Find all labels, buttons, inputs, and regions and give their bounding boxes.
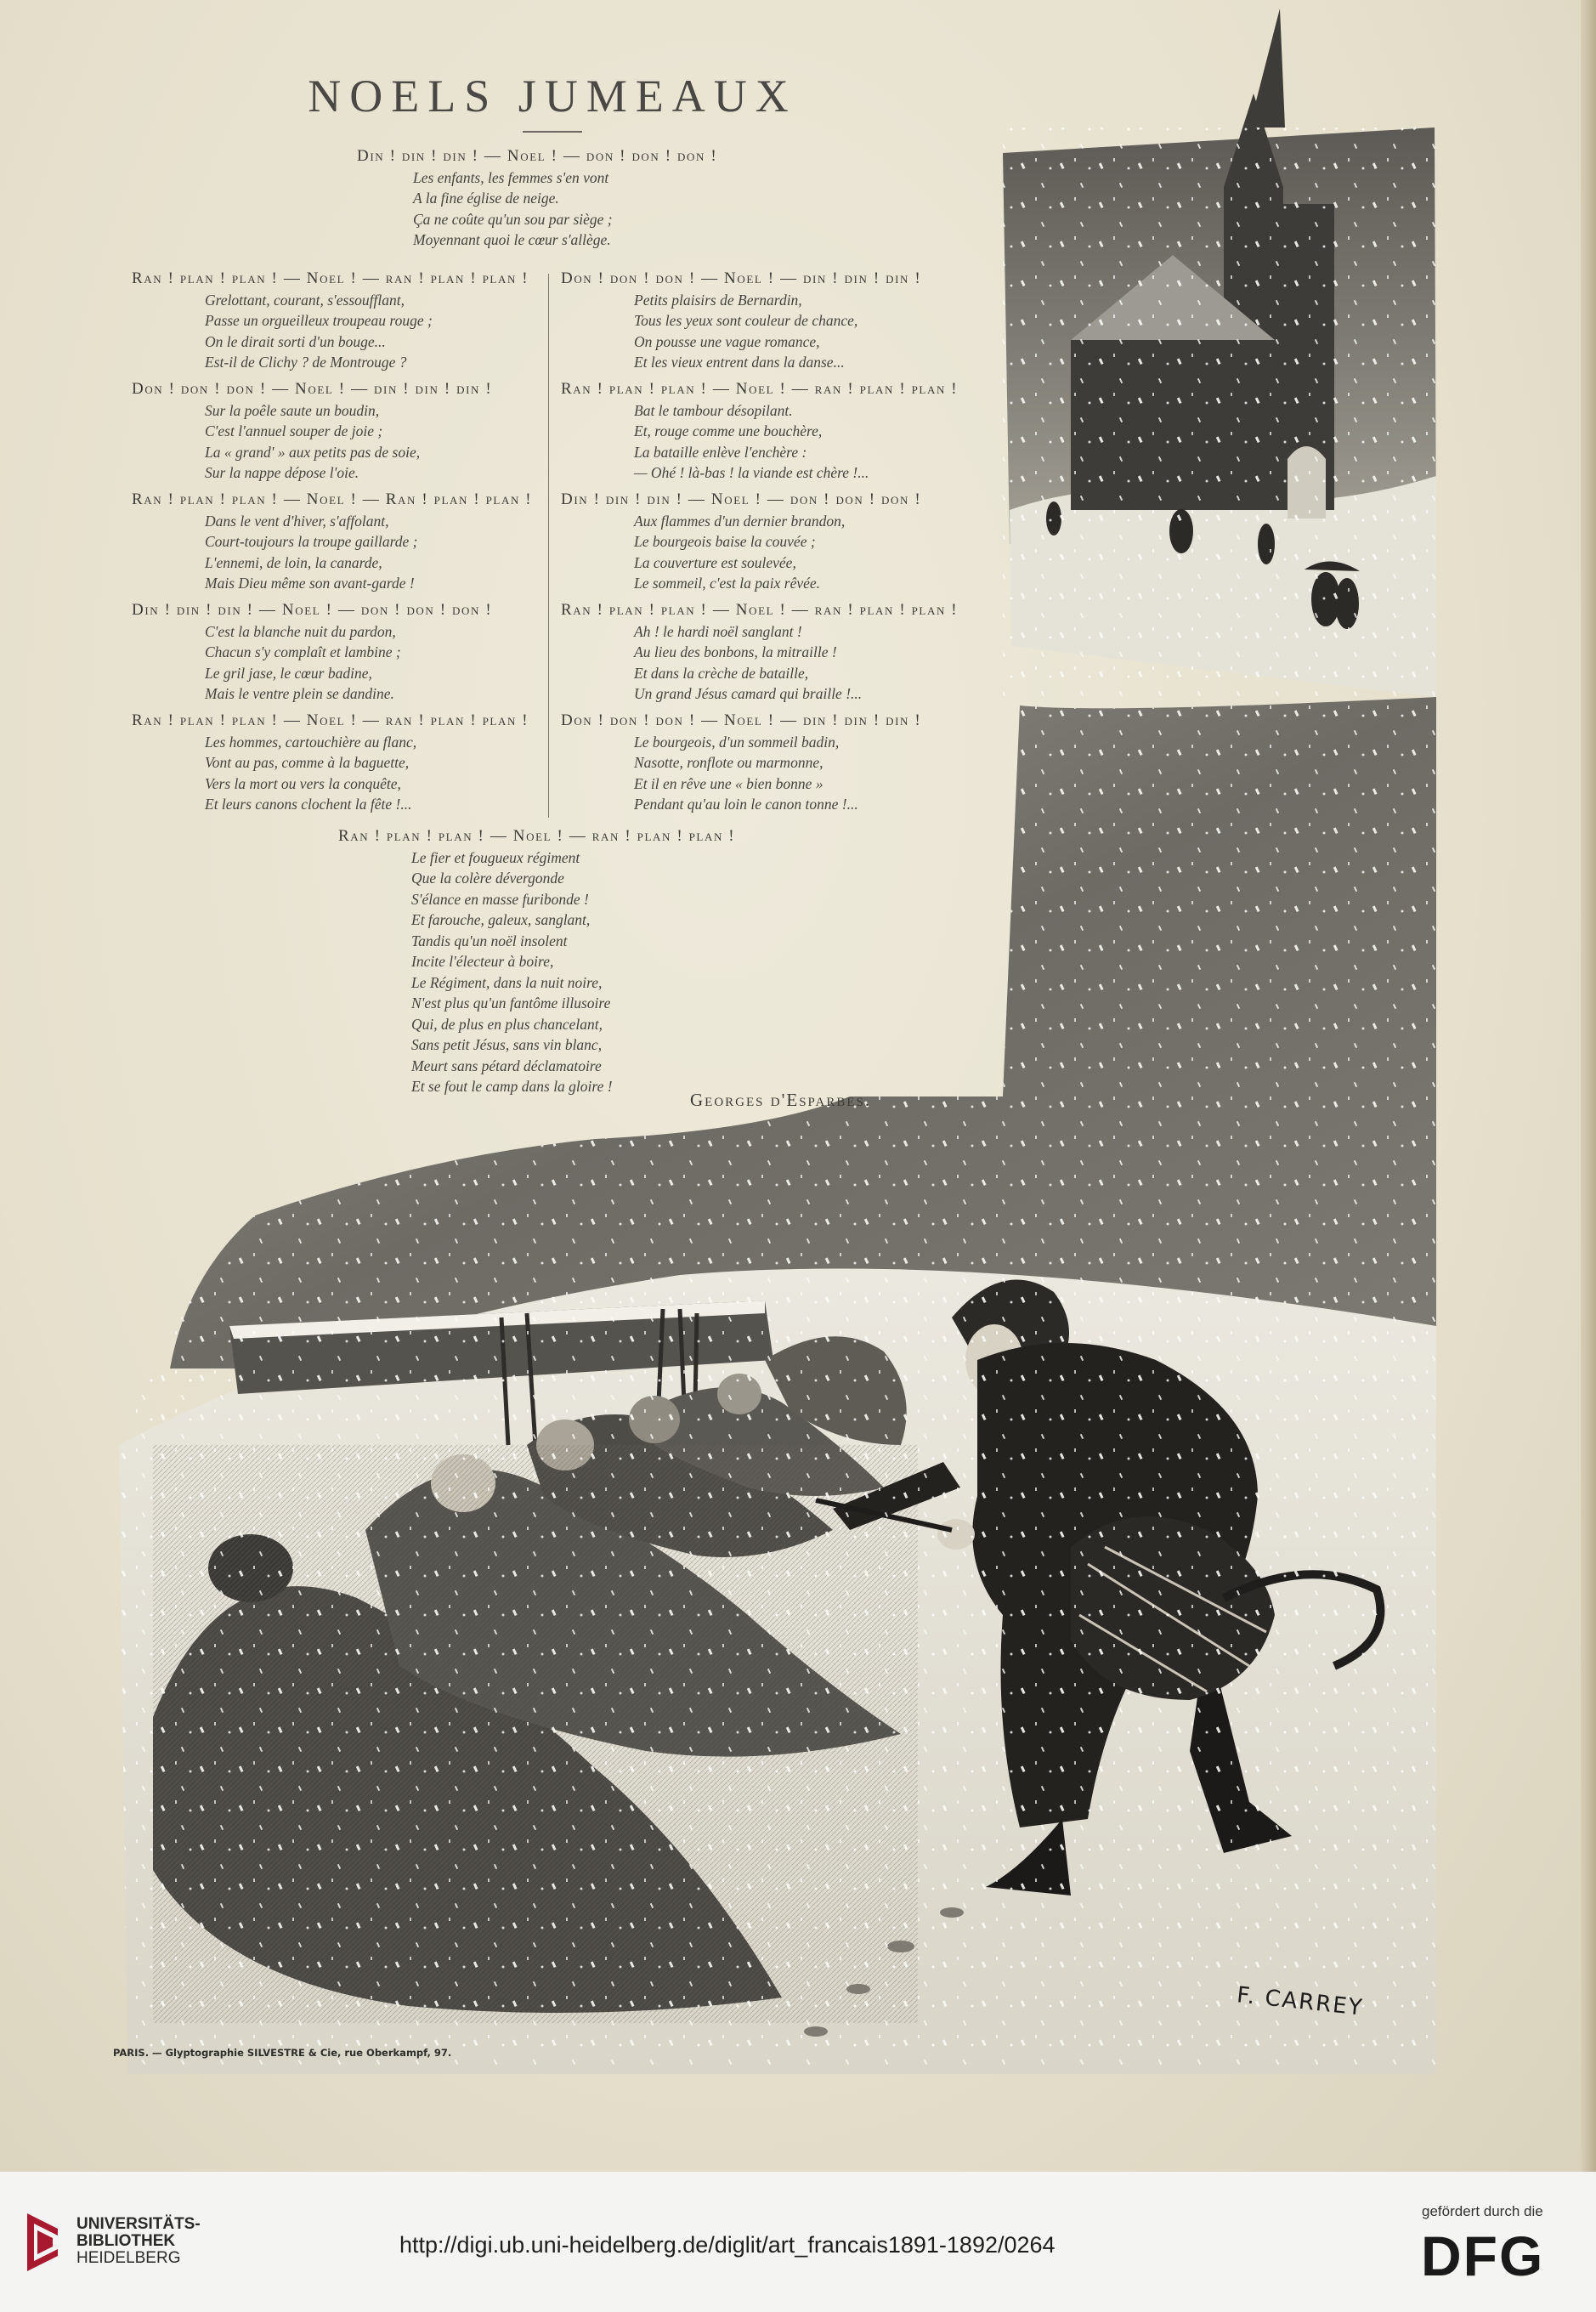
poem-line: Incite l'électeur à boire, — [411, 953, 554, 970]
poem-line: Grelottant, courant, s'essoufflant, — [205, 291, 405, 309]
library-name-line: UNIVERSITÄTS- — [76, 2215, 201, 2233]
poem-line: Que la colère dévergonde — [411, 870, 564, 887]
poem-line: Ah ! le hardi noël sanglant ! — [634, 622, 802, 640]
stanza-refrain: Ran ! plan ! plan ! — Noel ! — ran ! plan ! plan ! — [132, 711, 529, 729]
stanza-refrain: Din ! din ! din ! — Noel ! — don ! don ! don ! — [132, 601, 493, 619]
poem-line: N'est plus qu'un fantôme illusoire — [411, 994, 611, 1012]
library-name — [76, 2216, 201, 2267]
stanza-refrain: Din ! din ! din ! — Noel ! — don ! don ! don ! — [561, 490, 922, 508]
poem-line: Sur la poêle saute un boudin, — [205, 401, 380, 419]
poem-line: Un grand Jésus camard qui braille !... — [634, 685, 863, 702]
poem-line: On le dirait sorti d'un bouge... — [205, 332, 386, 350]
church-scene — [1003, 8, 1436, 697]
poem-line: La « grand' » aux petits pas de soie, — [205, 443, 421, 461]
battle-scene — [119, 697, 1436, 2074]
poem-line: C'est la blanche nuit du pardon, — [205, 622, 396, 640]
poem-line: C'est l'annuel souper de joie ; — [205, 422, 383, 439]
stanza-refrain: Ran ! plan ! plan ! — Noel ! — ran ! plan ! plan ! — [561, 380, 959, 398]
poem-line: S'élance en masse furibonde ! — [411, 890, 589, 908]
poem-line: Et se fout le camp dans la gloire ! — [411, 1078, 613, 1095]
university-library-logo-icon — [19, 2210, 63, 2275]
stanza-4 — [132, 379, 492, 484]
poem-line: Et dans la crèche de bataille, — [634, 664, 809, 682]
poem-line: Et, rouge comme une bouchère, — [634, 422, 823, 439]
stanza-5 — [561, 379, 958, 484]
stanza-1 — [357, 146, 717, 251]
stanza-refrain: Don ! don ! don ! — Noel ! — din ! din ! din ! — [132, 380, 493, 398]
stanza-11 — [561, 711, 921, 815]
poem-line: Pendant qu'au loin le canon tonne !... — [634, 796, 858, 813]
stanza-10 — [132, 711, 529, 815]
poem-line: La couverture est soulevée, — [634, 553, 796, 571]
poem-title: NOELS JUMEAUX — [308, 71, 797, 122]
library-name-line: HEIDELBERG — [76, 2249, 181, 2267]
poem-line: Sans petit Jésus, sans vin blanc, — [411, 1036, 603, 1053]
stanza-refrain: Don ! don ! don ! — Noel ! — din ! din ! din ! — [561, 269, 922, 287]
stanza-refrain: Ran ! plan ! plan ! — Noel ! — ran ! plan ! plan ! — [338, 827, 736, 845]
poem-line: Et il en rêve une « bien bonne » — [634, 774, 823, 792]
poem-line: Nasotte, ronflote ou marmonne, — [634, 754, 823, 771]
poem-line: Chacun s'y complaît et lambine ; — [205, 643, 401, 660]
poem-line: Sur la nappe dépose l'oie. — [205, 464, 359, 481]
poem-line: Le Régiment, dans la nuit noire, — [411, 973, 603, 991]
library-name-line: BIBLIOTHEK — [76, 2232, 176, 2250]
printer-imprint: PARIS. — Glyptographie SILVESTRE & Cie, rue Oberkampf, 97. — [113, 2047, 452, 2059]
poem-line: Et farouche, galeux, sanglant, — [411, 911, 591, 928]
poem-line: Vers la mort ou vers la conquête, — [205, 774, 401, 792]
poem-line: Et leurs canons clochent la fête !... — [205, 796, 412, 813]
poem-line: Tandis qu'un noël insolent — [411, 932, 568, 949]
poem-line: A la fine église de neige. — [413, 190, 559, 207]
poem-line: Meurt sans pétard déclamatoire — [411, 1057, 602, 1074]
poem-line: Le bourgeois, d'un sommeil badin, — [634, 733, 840, 751]
poem-line: Dans le vent d'hiver, s'affolant, — [205, 512, 389, 530]
poem-line: Court-toujours la troupe gaillarde ; — [205, 533, 418, 550]
stanza-refrain: Don ! don ! don ! — Noel ! — din ! din ! din ! — [561, 711, 922, 729]
stanza-7 — [561, 490, 921, 594]
poem-line: Vont au pas, comme à la baguette, — [205, 754, 410, 771]
source-url-link[interactable]: http://digi.ub.uni-heidelberg.de/diglit/art_francais1891-1892/0264 — [399, 2232, 1056, 2258]
title-ornament-rule — [523, 131, 582, 133]
poem-line: Mais Dieu même son avant-garde ! — [205, 575, 415, 592]
stanza-refrain: Ran ! plan ! plan ! — Noel ! — ran ! plan ! plan ! — [561, 601, 959, 619]
poem-line: On pousse une vague romance, — [634, 332, 820, 350]
poem-line: L'ennemi, de loin, la canarde, — [205, 553, 382, 571]
poem-line: Ça ne coûte qu'un sou par siège ; — [413, 210, 613, 228]
poem-line: La bataille enlève l'enchère : — [634, 443, 807, 461]
dfg-logo-text: DFG — [1421, 2230, 1545, 2282]
poem-line: Tous les yeux sont couleur de chance, — [634, 312, 858, 329]
poem-line: Petits plaisirs de Bernardin, — [634, 291, 802, 309]
poem-line: Le bourgeois baise la couvée ; — [634, 533, 816, 550]
poem-line: Bat le tambour désopilant. — [634, 401, 793, 419]
stanza-2 — [132, 269, 529, 373]
author-signature: Georges d'Esparbes. — [690, 1090, 872, 1110]
poem-line: Passe un orgueilleux troupeau rouge ; — [205, 312, 433, 329]
dfg-logo-icon — [1421, 2230, 1574, 2282]
column-divider — [548, 274, 549, 818]
stanza-8 — [132, 600, 492, 705]
poem-line: Le gril jase, le cœur badine, — [205, 664, 372, 682]
poem-line: Le sommeil, c'est la paix rêvée. — [634, 575, 821, 592]
poem-line: Le fier et fougueux régiment — [411, 848, 580, 866]
poem-line: Aux flammes d'un dernier brandon, — [634, 512, 846, 530]
poem-line: Au lieu des bonbons, la mitraille ! — [634, 643, 837, 660]
stanza-6 — [132, 490, 532, 594]
stanza-refrain: Ran ! plan ! plan ! — Noel ! — Ran ! plan ! plan ! — [132, 490, 533, 508]
stanza-refrain: Din ! din ! din ! — Noel ! — don ! don ! don ! — [357, 147, 718, 165]
stanza-9 — [561, 600, 958, 705]
poem-line: — Ohé ! là-bas ! la viande est chère !... — [634, 464, 869, 481]
funded-by-label: gefördert durch die — [1422, 2203, 1543, 2219]
poem-line: Et les vieux entrent dans la danse... — [634, 354, 845, 371]
poem-line: Les enfants, les femmes s'en vont — [413, 168, 609, 186]
artist-signature: F. CARREY — [1235, 1982, 1365, 2021]
stanza-refrain: Ran ! plan ! plan ! — Noel ! — ran ! plan ! plan ! — [132, 269, 529, 287]
poem-line: Moyennant quoi le cœur s'allège. — [413, 231, 611, 248]
poem-line: Qui, de plus en plus chancelant, — [411, 1015, 603, 1033]
stanza-12 — [338, 826, 735, 1097]
poem-line: Les hommes, cartouchière au flanc, — [205, 733, 417, 751]
poem-line: Mais le ventre plein se dandine. — [205, 685, 394, 702]
poem-line: Est-il de Clichy ? de Montrouge ? — [205, 354, 407, 371]
stanza-3 — [561, 269, 921, 373]
